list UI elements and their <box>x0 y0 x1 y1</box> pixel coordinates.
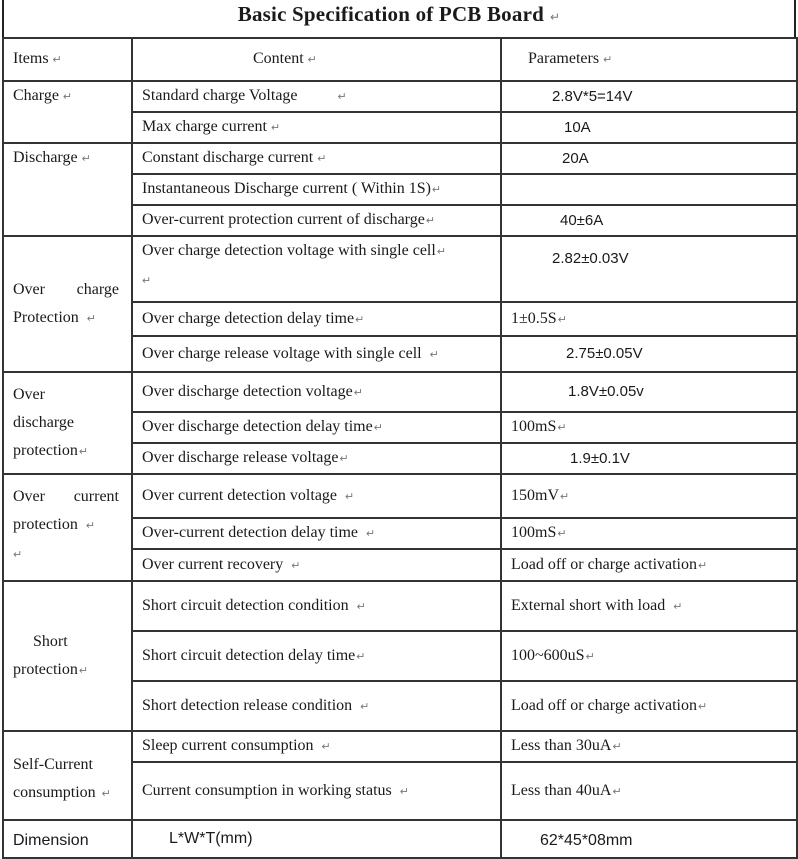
value-cell <box>501 174 797 205</box>
content-cell: Current consumption in working status ↵ <box>132 762 501 820</box>
title-text: Basic Specification of PCB Board <box>237 2 544 26</box>
content-cell: Sleep current consumption ↵ <box>132 731 501 762</box>
content-cell: Over-current protection current of discharge↵ <box>132 205 501 236</box>
value-cell: External short with load ↵ <box>501 581 797 631</box>
paragraph-mark-icon: ↵ <box>356 600 366 613</box>
paragraph-mark-icon: ↵ <box>101 788 111 800</box>
group-label-line: Self-Current <box>13 756 93 773</box>
content-cell: Over charge detection voltage with single cell↵ ↵ <box>132 236 501 302</box>
group-over-current <box>3 474 132 581</box>
paragraph-mark-icon: ↵ <box>612 741 622 753</box>
paragraph-mark-icon: ↵ <box>52 54 62 66</box>
paragraph-mark-icon: ↵ <box>321 741 331 753</box>
group-self-current <box>3 731 132 820</box>
value-cell: Load off or charge activation↵ <box>501 549 797 581</box>
paragraph-mark-icon: ↵ <box>142 275 152 287</box>
header-items: Items ↵ <box>3 38 132 81</box>
paragraph-mark-icon: ↵ <box>339 453 349 465</box>
value-cell: Less than 40uA↵ <box>501 762 797 820</box>
paragraph-mark-icon: ↵ <box>549 10 561 24</box>
group-over-discharge <box>3 372 132 474</box>
table-row <box>3 372 797 412</box>
paragraph-mark-icon: ↵ <box>307 54 317 66</box>
paragraph-mark-icon: ↵ <box>557 422 567 434</box>
value-cell: Load off or charge activation↵ <box>501 681 797 731</box>
table-row <box>3 581 797 631</box>
group-label-line: Protection <box>13 308 79 326</box>
group-label-line: consumption <box>13 784 96 801</box>
paragraph-mark-icon: ↵ <box>85 520 96 532</box>
content-cell: Short circuit detection delay time↵ <box>132 631 501 681</box>
value-cell: Less than 30uA↵ <box>501 731 797 762</box>
paragraph-mark-icon: ↵ <box>425 215 436 227</box>
page-title <box>4 2 794 27</box>
paragraph-mark-icon: ↵ <box>270 122 281 134</box>
paragraph-mark-icon: ↵ <box>86 312 96 325</box>
header-content: Content ↵ <box>132 38 501 81</box>
paragraph-mark-icon: ↵ <box>337 91 347 103</box>
paragraph-mark-icon: ↵ <box>585 650 595 663</box>
header-parameters: Parameters ↵ <box>501 38 797 81</box>
group-charge: Charge ↵ <box>3 81 132 143</box>
paragraph-mark-icon: ↵ <box>345 490 355 503</box>
table-row <box>3 81 797 112</box>
paragraph-mark-icon: ↵ <box>560 490 570 503</box>
content-cell: L*W*T(mm) <box>132 820 501 858</box>
content-cell: Over discharge release voltage↵ <box>132 443 501 474</box>
value-cell: 100mS↵ <box>501 518 797 549</box>
paragraph-mark-icon: ↵ <box>698 700 708 713</box>
group-label-line: Short <box>33 632 68 650</box>
group-over-charge <box>3 236 132 372</box>
content-cell: Standard charge Voltage ↵ <box>132 81 501 112</box>
group-label-line: Over charge <box>13 280 119 298</box>
group-dimension: Dimension <box>3 820 132 858</box>
content-cell: Instantaneous Discharge current ( Within 1S)↵ <box>132 174 501 205</box>
title-box <box>2 0 796 37</box>
value-cell: 2.82±0.03V <box>501 236 797 302</box>
paragraph-mark-icon: ↵ <box>612 785 622 798</box>
value-cell: 100mS↵ <box>501 412 797 443</box>
paragraph-mark-icon: ↵ <box>366 528 376 540</box>
table-row <box>3 236 797 302</box>
content-cell: Over charge release voltage with single cell ↵ <box>132 336 501 372</box>
group-short <box>3 581 132 731</box>
group-label-line: Over current <box>13 488 119 505</box>
value-cell: 1.9±0.1V <box>501 443 797 474</box>
value-cell: 20A <box>501 143 797 174</box>
content-cell: Over current recovery ↵ <box>132 549 501 581</box>
table-row <box>3 143 797 174</box>
paragraph-mark-icon: ↵ <box>557 313 567 326</box>
paragraph-mark-icon: ↵ <box>373 422 383 434</box>
content-cell: Over charge detection delay time↵ <box>132 302 501 336</box>
value-cell: 2.8V*5=14V <box>501 81 797 112</box>
value-cell: 100~600uS↵ <box>501 631 797 681</box>
table-row <box>3 474 797 518</box>
value-cell: 150mV↵ <box>501 474 797 518</box>
header-row <box>3 38 797 81</box>
group-label-line: protection <box>13 516 78 533</box>
content-cell: Over current detection voltage ↵ <box>132 474 501 518</box>
group-label-line: Over <box>13 385 45 403</box>
group-discharge: Discharge ↵ <box>3 143 132 236</box>
content-cell: Over discharge detection delay time↵ <box>132 412 501 443</box>
content-cell: Short circuit detection condition ↵ <box>132 581 501 631</box>
paragraph-mark-icon: ↵ <box>603 54 613 66</box>
spec-table <box>2 37 798 859</box>
value-cell: 40±6A <box>501 205 797 236</box>
paragraph-mark-icon: ↵ <box>431 184 442 196</box>
content-cell: Over discharge detection voltage↵ <box>132 372 501 412</box>
content-cell: Over-current detection delay time ↵ <box>132 518 501 549</box>
paragraph-mark-icon: ↵ <box>81 153 91 165</box>
paragraph-mark-icon: ↵ <box>399 785 409 798</box>
table-row <box>3 731 797 762</box>
paragraph-mark-icon: ↵ <box>317 153 327 165</box>
value-cell: 1.8V±0.05v <box>501 372 797 412</box>
paragraph-mark-icon: ↵ <box>356 650 366 663</box>
paragraph-mark-icon: ↵ <box>429 348 439 361</box>
paragraph-mark-icon: ↵ <box>353 386 363 399</box>
paragraph-mark-icon: ↵ <box>698 559 708 572</box>
group-label-line: protection <box>13 660 78 678</box>
paragraph-mark-icon: ↵ <box>673 600 683 613</box>
paragraph-mark-icon: ↵ <box>436 246 447 258</box>
paragraph-mark-icon: ↵ <box>13 549 23 561</box>
value-cell: 10A <box>501 112 797 143</box>
paragraph-mark-icon: ↵ <box>78 445 89 458</box>
value-cell: 2.75±0.05V <box>501 336 797 372</box>
paragraph-mark-icon: ↵ <box>62 91 73 103</box>
content-cell: Max charge current ↵ <box>132 112 501 143</box>
paragraph-mark-icon: ↵ <box>78 664 89 677</box>
value-cell: 1±0.5S↵ <box>501 302 797 336</box>
paragraph-mark-icon: ↵ <box>355 313 365 326</box>
paragraph-mark-icon: ↵ <box>557 528 567 540</box>
group-label-line: protection <box>13 441 78 459</box>
content-cell: Short detection release condition ↵ <box>132 681 501 731</box>
content-cell: Constant discharge current ↵ <box>132 143 501 174</box>
paragraph-mark-icon: ↵ <box>291 559 301 572</box>
group-label-line: discharge <box>13 413 75 431</box>
paragraph-mark-icon: ↵ <box>360 700 370 713</box>
table-row <box>3 820 797 858</box>
value-cell: 62*45*08mm <box>501 820 797 858</box>
